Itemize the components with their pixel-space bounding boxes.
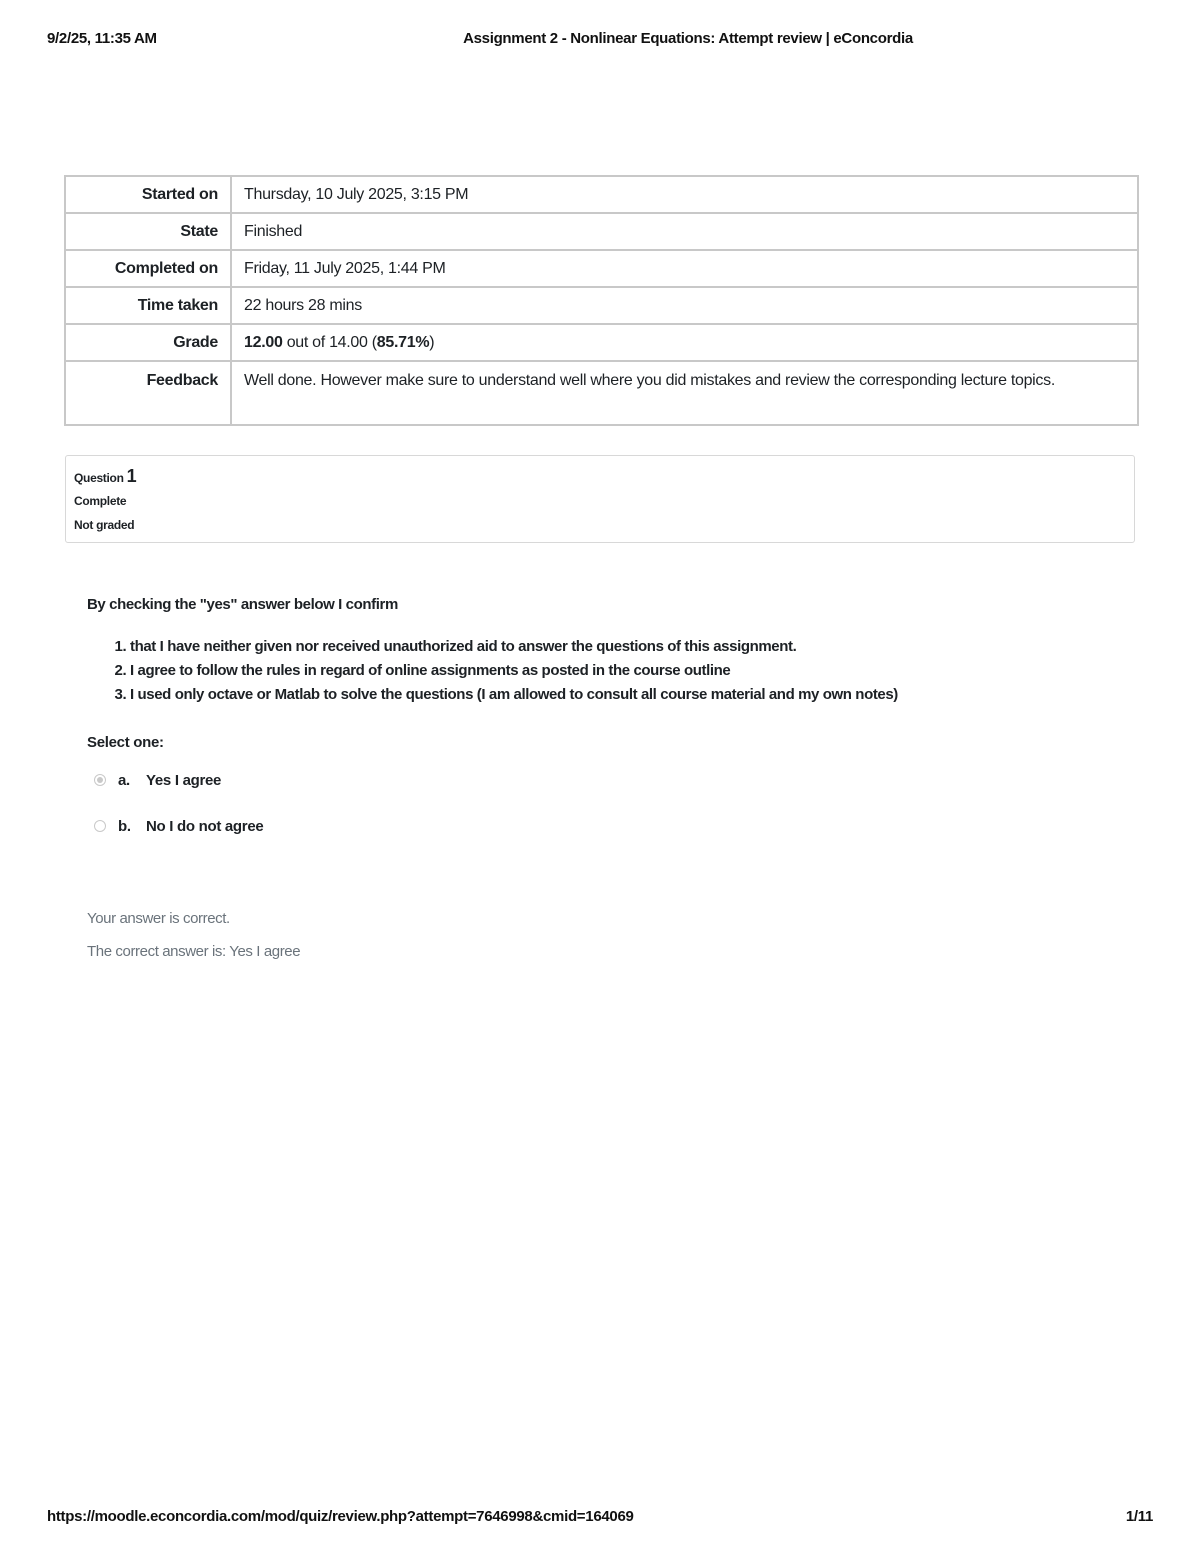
summary-row-completed: [65, 250, 1138, 287]
summary-label: Feedback: [65, 361, 231, 425]
summary-value: Friday, 11 July 2025, 1:44 PM: [231, 250, 1138, 287]
list-item: 3. I used only octave or Matlab to solve the questions (I am allowed to consult all course material and my own notes): [130, 683, 1127, 707]
print-title: Assignment 2 - Nonlinear Equations: Attempt review | eConcordia: [463, 30, 913, 47]
list-item: 1. that I have neither given nor received unauthorized aid to answer the questions of this assignment.: [130, 635, 1127, 659]
radio-selected-icon[interactable]: [94, 774, 106, 786]
select-one-prompt: Select one:: [87, 734, 164, 751]
right-answer: The correct answer is: Yes I agree: [87, 943, 301, 960]
answer-option-a[interactable]: [94, 770, 221, 790]
print-header: [0, 30, 1200, 50]
option-text: Yes I agree: [146, 771, 222, 789]
print-footer: [0, 1508, 1200, 1528]
summary-value: Finished: [231, 213, 1138, 250]
radio-unselected-icon[interactable]: [94, 820, 106, 832]
grade-percent: 85.71%: [376, 333, 430, 351]
question-intro: By checking the "yes" answer below I confirm: [87, 596, 398, 613]
summary-label: Completed on: [65, 250, 231, 287]
option-letter: b.: [118, 817, 131, 835]
question-number: [74, 466, 1134, 486]
question-label: Question: [74, 471, 124, 485]
print-date: 9/2/25, 11:35 AM: [47, 30, 157, 47]
list-item: 2. I agree to follow the rules in regard of online assignments as posted in the course outline: [130, 659, 1127, 683]
summary-value: Thursday, 10 July 2025, 3:15 PM: [231, 176, 1138, 213]
summary-row-time-taken: [65, 287, 1138, 324]
grade-value: [231, 324, 1138, 361]
question-feedback: [87, 910, 300, 965]
summary-label: Started on: [65, 176, 231, 213]
summary-label: State: [65, 213, 231, 250]
question-grade: Not graded: [74, 518, 135, 532]
grade-out-of: out of 14.00 (: [282, 333, 377, 351]
overall-feedback: Well done. However make sure to understand well where you did mistakes and review the corresponding lecture topics.: [231, 361, 1138, 425]
summary-row-started: [65, 176, 1138, 213]
summary-row-feedback: [65, 361, 1138, 425]
summary-label: Time taken: [65, 287, 231, 324]
summary-value: 22 hours 28 mins: [231, 287, 1138, 324]
specific-feedback: Your answer is correct.: [87, 910, 230, 927]
question-info-box: [65, 455, 1135, 543]
summary-row-state: [65, 213, 1138, 250]
print-url: https://moodle.econcordia.com/mod/quiz/review.php?attempt=7646998&cmid=164069: [47, 1508, 634, 1525]
summary-label: Grade: [65, 324, 231, 361]
answer-option-b[interactable]: [94, 816, 263, 836]
confirmation-list: [87, 635, 1127, 707]
grade-close: ): [429, 333, 435, 351]
attempt-summary-table: [64, 175, 1139, 426]
option-letter: a.: [118, 771, 130, 789]
question-text: [87, 596, 1127, 707]
question-number-value: 1: [126, 466, 137, 486]
question-state: Complete: [74, 494, 127, 508]
grade-score: 12.00: [244, 333, 283, 351]
print-page-number: 1/11: [1125, 1508, 1153, 1525]
option-text: No I do not agree: [146, 817, 264, 835]
summary-row-grade: [65, 324, 1138, 361]
